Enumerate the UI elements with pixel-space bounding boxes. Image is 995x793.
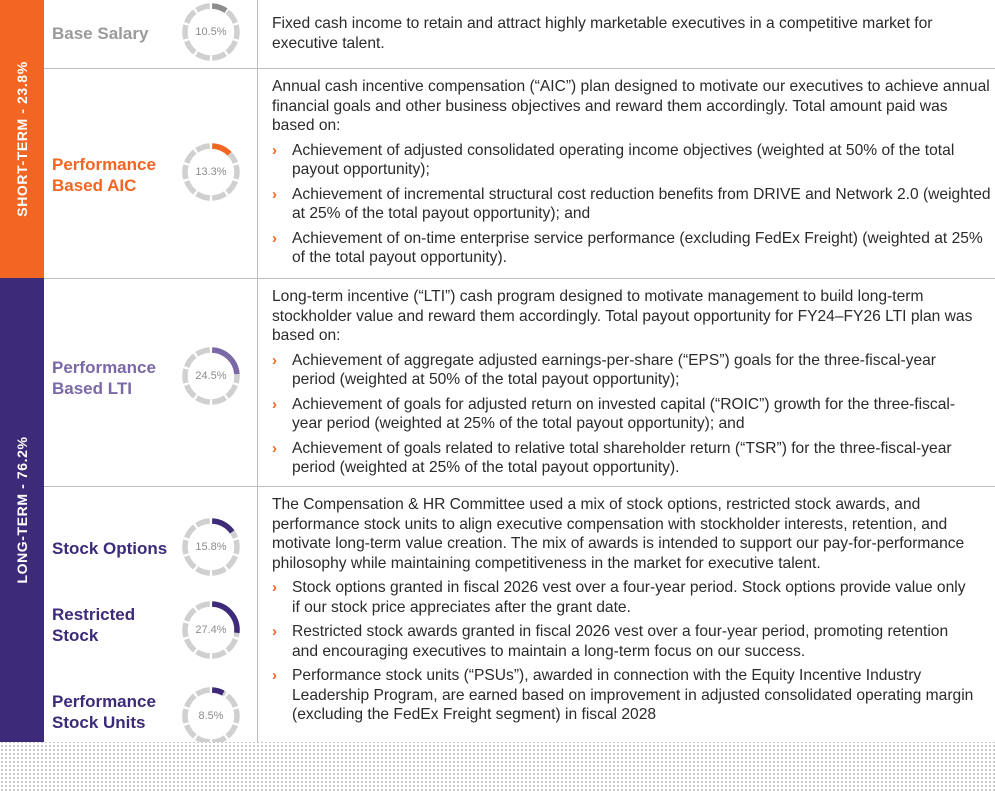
donut-chart <box>180 1 242 63</box>
chevron-right-icon: › <box>272 141 277 159</box>
description-paragraph: Long-term incentive (“LTI”) cash program designed to motivate management to build long-term stockholder value and reward them accordingly. Total payout opportunity for FY24–FY26 LTI plan was based on: <box>272 288 973 344</box>
bullet-text: Restricted stock awards granted in fiscal 2026 vest over a four-year period, promoting retention and encouraging executives to maintain a long-term focus on our success. <box>292 623 949 660</box>
donut-percent-label: 8.5% <box>198 710 224 722</box>
bullet-text: Achievement of goals for adjusted return on invested capital (“ROIC”) growth for the three-fiscal-year period (weighted at 25% of the total payout opportunity); and <box>292 395 956 432</box>
list-item <box>272 666 975 725</box>
aic-description <box>272 77 991 268</box>
list-item <box>272 395 975 434</box>
chevron-right-icon: › <box>272 351 277 369</box>
chevron-right-icon: › <box>272 439 277 457</box>
donut-chart <box>180 345 242 407</box>
row-divider <box>44 278 995 279</box>
lti-description <box>272 287 975 478</box>
row-divider <box>44 486 995 487</box>
component-name-performance-aic: Performance Based AIC <box>52 155 156 195</box>
bullet-text: Achievement of adjusted consolidated operating income objectives (weighted at 50% of the total payout opportunity); <box>292 141 955 178</box>
list-item <box>272 578 975 617</box>
chevron-right-icon: › <box>272 395 277 413</box>
list-item <box>272 185 991 224</box>
component-name-restricted-stock: Restricted Stock <box>52 605 136 645</box>
donut-percent-label: 24.5% <box>195 370 227 382</box>
short-term-band <box>0 0 44 278</box>
donut-chart <box>180 599 242 661</box>
chevron-right-icon: › <box>272 579 277 596</box>
component-name-stock-options: Stock Options <box>52 539 168 558</box>
list-item <box>272 439 975 478</box>
component-name-base-salary: Base Salary <box>52 24 149 43</box>
list-item <box>272 351 975 390</box>
description-paragraph: Fixed cash income to retain and attract highly marketable executives in a competitive market for executive talent. <box>272 15 933 52</box>
chevron-right-icon: › <box>272 623 277 640</box>
component-name-performance-lti: Performance Based LTI <box>52 358 156 398</box>
bullet-list <box>272 141 991 268</box>
donut-percent-label: 10.5% <box>195 26 227 38</box>
column-divider <box>257 0 258 742</box>
chevron-right-icon: › <box>272 667 277 684</box>
bullet-text: Achievement of on-time enterprise service performance (excluding FedEx Freight) (weighted at 25% of the total payout opportunity). <box>292 229 983 266</box>
row-divider <box>44 68 995 69</box>
bullet-text: Achievement of goals related to relative total shareholder return (“TSR”) for the three-fiscal-year period (weighted at 25% of the total payout opportunity). <box>292 439 952 476</box>
donut-chart <box>180 516 242 578</box>
bullet-text: Performance stock units (“PSUs”), awarded in connection with the Equity Incentive Industry Leadership Program, are earned based on improvement in adjusted consolidated operating margin (excluding the FedEx Freight segment) in fiscal 2028 <box>292 667 974 723</box>
component-name-performance-stock-units: Performance Stock Units <box>52 692 156 732</box>
list-item <box>272 622 975 661</box>
bullet-list <box>272 351 975 478</box>
list-item <box>272 229 991 268</box>
short-term-label: SHORT-TERM - 23.8% <box>14 61 30 217</box>
bullet-text: Stock options granted in fiscal 2026 vest over a four-year period. Stock options provide value only if our stock price appreciates after the grant date. <box>292 579 966 616</box>
bullet-list <box>272 578 975 725</box>
donut-percent-label: 13.3% <box>195 166 227 178</box>
base-salary-description <box>272 14 991 53</box>
donut-chart <box>180 685 242 742</box>
long-term-band <box>0 278 44 742</box>
donut-percent-label: 27.4% <box>195 624 227 636</box>
bullet-text: Achievement of incremental structural cost reduction benefits from DRIVE and Network 2.0 (weighted at 25% of the total payout opportunity); and <box>292 185 991 222</box>
chevron-right-icon: › <box>272 229 277 247</box>
long-term-label: LONG-TERM - 76.2% <box>14 436 30 584</box>
bullet-text: Achievement of aggregate adjusted earnings-per-share (“EPS”) goals for the three-fiscal-year period (weighted at 50% of the total payout opportunity); <box>292 351 936 388</box>
donut-percent-label: 15.8% <box>195 541 227 553</box>
list-item <box>272 141 991 180</box>
chevron-right-icon: › <box>272 185 277 203</box>
equity-description <box>272 495 975 725</box>
description-paragraph: Annual cash incentive compensation (“AIC”) plan designed to motivate our executives to achieve annual financial goals and other business objectives and reward them accordingly. Total amount paid was based on: <box>272 78 990 134</box>
donut-chart <box>180 141 242 203</box>
description-paragraph: The Compensation & HR Committee used a mix of stock options, restricted stock awards, and performance stock units to align executive compensation with stockholder interests, retention, and motivate long-term value creation. The mix of awards is intended to support our pay-for-performance philosophy while maintaining competitiveness in the market for executive talent. <box>272 496 965 572</box>
